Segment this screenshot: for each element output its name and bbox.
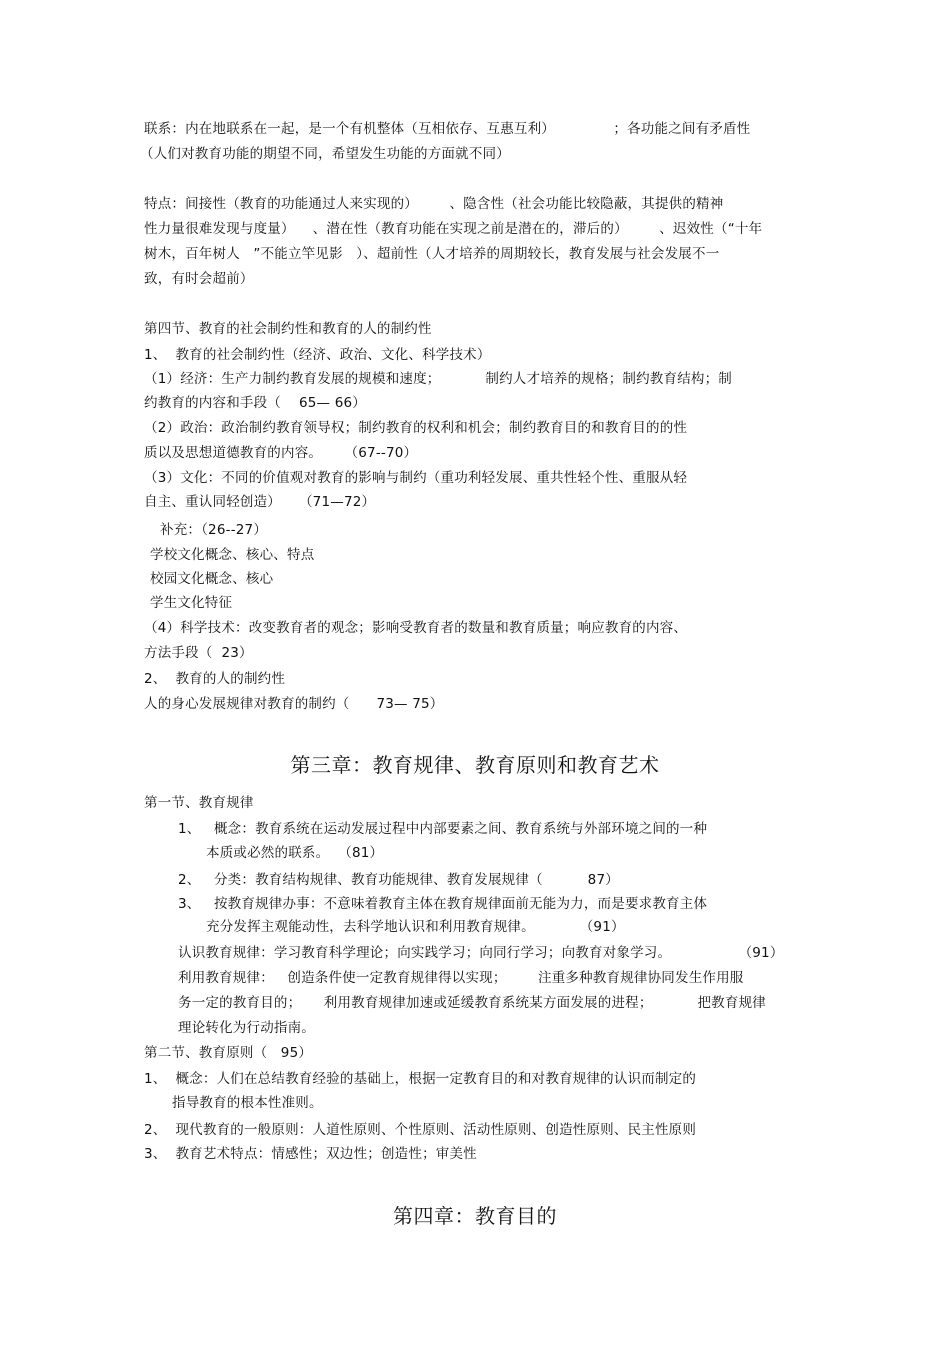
science-line-1: （4）科学技术：改变教育者的观念；影响受教育者的数量和教育质量；响应教育的内容、 [144,620,688,636]
section4-title: 第四节、教育的社会制约性和教育的人的制约性 [144,321,432,337]
chapter4-heading: 第四章：教育目的 [393,1204,557,1228]
section4-item-1: 1、 教育的社会制约性（经济、政治、文化、科学技术） [144,347,491,363]
economy-line-2: 约教育的内容和手段（ 65— 66） [144,395,367,411]
features-line-2: 性力量很难发现与度量） 、潜在性（教育功能在实现之前是潜在的，滞后的） 、迟效性（“十年 [144,221,763,237]
features-line-1: 特点：间接性（教育的功能通过人来实现的） 、隐含性（社会功能比较隐蔽，其提供的精神 [144,196,724,212]
chapter3-section2-title: 第二节、教育原则（ 95） [144,1045,313,1061]
connection-line-2: （人们对教育功能的期望不同，希望发生功能的方面就不同） [140,146,510,162]
law-practice-line-1: 3、 按教育规律办事：不意味着教育主体在教育规律面前无能为力，而是要求教育主体 [178,896,708,912]
section4-item-2-desc: 人的身心发展规律对教育的制约（ 73— 75） [144,696,444,712]
law-concept-line-1: 1、 概念：教育系统在运动发展过程中内部要素之间、教育系统与外部环境之间的一种 [178,821,708,837]
connection-line-1: 联系：内在地联系在一起，是一个有机整体（互相依存、互惠互利） ；各功能之间有矛盾性 [144,121,751,137]
law-practice-line-2: 充分发挥主观能动性，去科学地认识和利用教育规律。 （91） [206,919,625,935]
chapter3-section1-title: 第一节、教育规律 [144,795,254,811]
use-law-line-1: 利用教育规律： 创造条件使一定教育规律得以实现； 注重多种教育规律协同发生作用服 [178,970,744,986]
recognize-law: 认识教育规律：学习教育科学理论；向实践学习；向同行学习；向教育对象学习。 （91） [178,945,784,961]
economy-line-1: （1）经济：生产力制约教育发展的规模和速度； 制约人才培养的规格；制约教育结构；制 [144,371,733,387]
features-line-3: 树木，百年树人 ”不能立竿见影 ）、超前性（人才培养的周期较长，教育发展与社会发展不一 [144,246,720,262]
politics-line-2: 质以及思想道德教育的内容。 （67--70） [144,445,418,461]
culture-line-2: 自主、重认同轻创造） （71—72） [144,494,376,510]
law-concept-line-2: 本质或必然的联系。 （81） [206,845,384,861]
principle-concept-line-1: 1、 概念：人们在总结教育经验的基础上，根据一定教育目的和对教育规律的认识而制定的 [144,1071,697,1087]
general-principles: 2、 现代教育的一般原则：人道性原则、个性原则、活动性原则、创造性原则、民主性原则 [144,1122,697,1138]
law-classification: 2、 分类：教育结构规律、教育功能规律、教育发展规律（ 87） [178,872,619,888]
use-law-line-3: 理论转化为行动指南。 [178,1020,315,1036]
use-law-line-2: 务一定的教育目的； 利用教育规律加速或延缓教育系统某方面发展的进程； 把教育规律 [178,995,766,1011]
science-line-2: 方法手段（ 23） [144,645,253,661]
chapter3-heading: 第三章：教育规律、教育原则和教育艺术 [290,753,660,777]
supplement-item-school-culture: 学校文化概念、核心、特点 [150,547,315,563]
politics-line-1: （2）政治：政治制约教育领导权；制约教育的权利和机会；制约教育目的和教育目的的性 [144,420,688,436]
supplement-item-campus-culture: 校园文化概念、核心 [150,571,274,587]
education-art-features: 3、 教育艺术特点：情感性；双边性；创造性；审美性 [144,1146,477,1162]
culture-line-1: （3）文化：不同的价值观对教育的影响与制约（重功利轻发展、重共性轻个性、重服从轻 [144,470,688,486]
supplement-label: 补充：（26--27） [160,522,268,538]
features-line-4: 致，有时会超前） [144,271,254,287]
principle-concept-line-2: 指导教育的根本性准则。 [172,1095,323,1111]
section4-item-2: 2、 教育的人的制约性 [144,671,286,687]
supplement-item-student-culture: 学生文化特征 [150,595,233,611]
